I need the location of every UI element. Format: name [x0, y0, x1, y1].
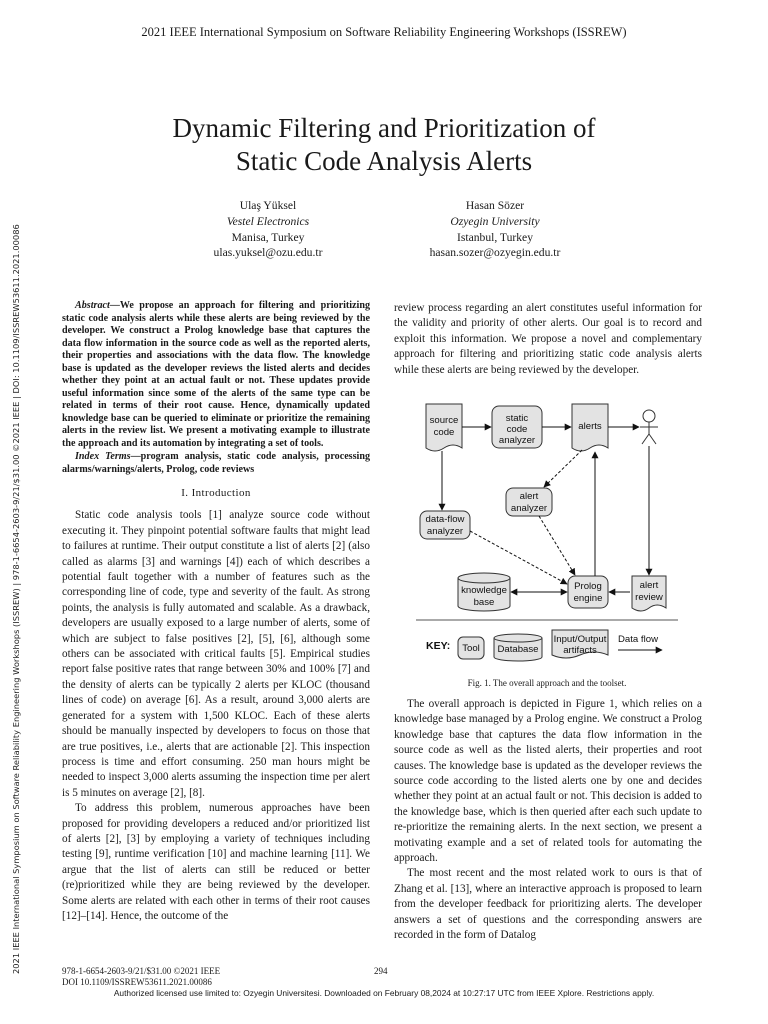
source-code-node — [426, 404, 462, 451]
static-analyzer-node — [492, 406, 542, 448]
page-number: 294 — [374, 966, 388, 976]
knowledge-base-node — [458, 573, 510, 611]
body-paragraph: Static code analysis tools [1] analyze source code without executing it. They pinpoint potential software faults that might lead to failures at runtime. Their output constitute a list of alerts [2] (also called as alarms [3] and warnings [4]) each of which describes a potential fault together with a number of features such as the corresponding line of code, type and severity of the fault. As strong points, the analysis is fully automated and scalable. As a drawback, developers are usually exposed to a large number of alerts, some of which are subject to false positives [2], [5], [6], although some others can be associated with critical faults [5]. Empirical studies report false positive rates that range between 30% and 100% [7] and the density of alerts can be typically 2 alerts per KLOC (thousand lines of code) on average [6]. As a result, around 3,000 alerts are generated for a system with 1,500 KLOC. Each of these alerts should be manually inspected by developers to focus on those that are true positives, i.e., alerts that are actionable [2]. This inspection process is time and effort consuming. 250 man hours might be needed to inspect 3,000 alerts assuming the inspection time per alert is 5 minutes on average [2], [8]. — [62, 509, 370, 799]
developer-figure — [640, 410, 658, 444]
diagram-key — [426, 630, 662, 661]
index-terms-lead: Index Terms — [75, 451, 131, 462]
node-label: knowledge — [461, 585, 507, 596]
key-artifact-label: Input/Output — [553, 634, 607, 645]
node-label: Prolog — [574, 581, 602, 592]
abstract-lead: Abstract — [75, 300, 110, 311]
author-email: hasan.sozer@ozyegin.edu.tr — [429, 246, 561, 260]
body-paragraph: review process regarding an alert constitutes useful information for the validity and priority of other alerts. Our goal is to record and exploit this information. We propose a novel and complementary approach for filtering and prioritizing static code analysis alerts while these alerts are being reviewed by the developer. — [394, 302, 702, 376]
right-column-top — [394, 301, 702, 378]
author-block-2 — [365, 198, 625, 261]
key-label: KEY: — [426, 640, 451, 652]
key-database-label: Database — [497, 644, 539, 655]
right-column-bottom — [394, 697, 702, 944]
index-terms-text: —program analysis, static code analysis, processing alarms/warnings/alerts, Prolog, code reviews — [62, 451, 370, 475]
license-notice: Authorized licensed use limited to: Ozyegin Universitesi. Downloaded on February 08,2024 at 10:27:17 UTC from IEEE Xplore. Restrictions apply. — [113, 988, 655, 998]
alerts-node — [572, 404, 608, 451]
dataflow-analyzer-node — [420, 511, 470, 539]
figure-caption: Fig. 1. The overall approach and the toolset. — [467, 678, 627, 688]
abstract — [62, 300, 370, 450]
approach-diagram — [412, 398, 682, 662]
author-name: Ulaş Yüksel — [239, 199, 297, 212]
author-location: Manisa, Turkey — [231, 230, 305, 244]
index-terms — [62, 451, 370, 476]
node-label: review — [635, 592, 663, 603]
alert-review-node — [632, 576, 666, 611]
body-paragraph: The most recent and the most related work to ours is that of Zhang et al. [13], where an interactive approach is proposed to learn from the developer feedback for prioritizing alerts. The developer answers a set of questions and the corresponding answers are recorded in the form of Datalog — [394, 867, 702, 942]
prolog-engine-node — [568, 576, 608, 608]
section-heading: I. Introduction — [181, 487, 251, 499]
body-paragraph: To address this problem, numerous approaches have been proposed for providing developers a reduced and/or prioritized list of alerts [2], [3] by employing a variety of techniques including testing [9], runtime verification [10] and machine learning [11]. We argue that the list of alerts can still be reduced or better (re)prioritized while they are being reviewed by the developer. Some alerts are related with each other in terms of their root causes [12]–[14]. Hence, the outcome of the — [62, 802, 370, 922]
footer-ids — [62, 966, 220, 988]
node-label: analyzer — [426, 526, 464, 537]
alert-analyzer-node — [506, 488, 552, 516]
node-label: base — [473, 597, 495, 608]
author-email: ulas.yuksel@ozu.edu.tr — [213, 246, 323, 260]
node-label: code — [433, 427, 455, 438]
side-banner-text: 2021 IEEE International Symposium on Software Reliability Engineering Workshops (ISSREW) | 978-1-6654-2603-9/21/$31.00 ©2021 IEEE | DOI: 10.1109/ISSREW53611.2021.00086 — [11, 224, 21, 974]
key-artifact-label: artifacts — [563, 645, 597, 656]
paper-title — [0, 112, 768, 178]
conference-header: 2021 IEEE International Symposium on Software Reliability Engineering Workshops (ISSREW) — [141, 25, 627, 39]
key-tool-label: Tool — [462, 643, 480, 654]
node-label: analyzer — [510, 503, 548, 514]
node-label: alerts — [578, 421, 602, 432]
key-dataflow-label: Data flow — [618, 634, 658, 645]
author-affiliation: Ozyegin University — [450, 214, 540, 228]
body-paragraph: The overall approach is depicted in Figure 1, which relies on a knowledge base managed by a Prolog engine. We construct a Prolog knowledge base that captures the data flow information in the source code as well as the listed alerts, their properties and root causes. The knowledge base is updated as the developer reviews the source code according to the listed alerts one by one and decides whether they point at an actual fault or not. This decision is added to the knowledge base, which is then queried after each such update to re-prioritize the remaining alerts. In the next section, we present a motivating example and a set of related tools for automating the approach. — [394, 698, 702, 865]
node-label: static — [505, 413, 529, 424]
left-column — [62, 300, 370, 924]
node-label: alert — [639, 580, 659, 591]
abstract-text: —We propose an approach for filtering and prioritizing static code analysis alerts while these alerts are being reviewed by the developer. We construct a Prolog knowledge base that captures the data flow information in the source code as well as the reported alerts, their properties and associations with the data flow. The knowledge base is updated as the developer reviews the listed alerts and decides whether they point at an actual fault or not. These updates provide useful information since some of the alerts of the same type can be related in terms of their root cause. Hence, dynamically updated knowledge base can be queried to eliminate or prioritize the remaining alerts in the review list. We present a motivating example to illustrate the approach and its automation by integrating a set of tools. — [62, 300, 370, 449]
author-affiliation: Vestel Electronics — [226, 214, 310, 228]
title-line-1: Dynamic Filtering and Prioritization of — [172, 113, 596, 143]
node-label: engine — [573, 593, 603, 604]
author-block-1 — [138, 198, 398, 261]
node-label: data-flow — [425, 514, 465, 525]
node-label: analyzer — [498, 435, 536, 446]
node-label: code — [506, 424, 528, 435]
footer-doi: DOI 10.1109/ISSREW53611.2021.00086 — [62, 977, 212, 987]
side-banner — [3, 190, 19, 974]
footer-isbn: 978-1-6654-2603-9/21/$31.00 ©2021 IEEE — [62, 966, 221, 976]
node-label: source — [429, 415, 459, 426]
node-label: alert — [519, 491, 539, 502]
author-location: Istanbul, Turkey — [456, 230, 533, 244]
title-line-2: Static Code Analysis Alerts — [235, 146, 533, 176]
figure-1 — [412, 398, 682, 662]
author-name: Hasan Sözer — [465, 199, 525, 212]
